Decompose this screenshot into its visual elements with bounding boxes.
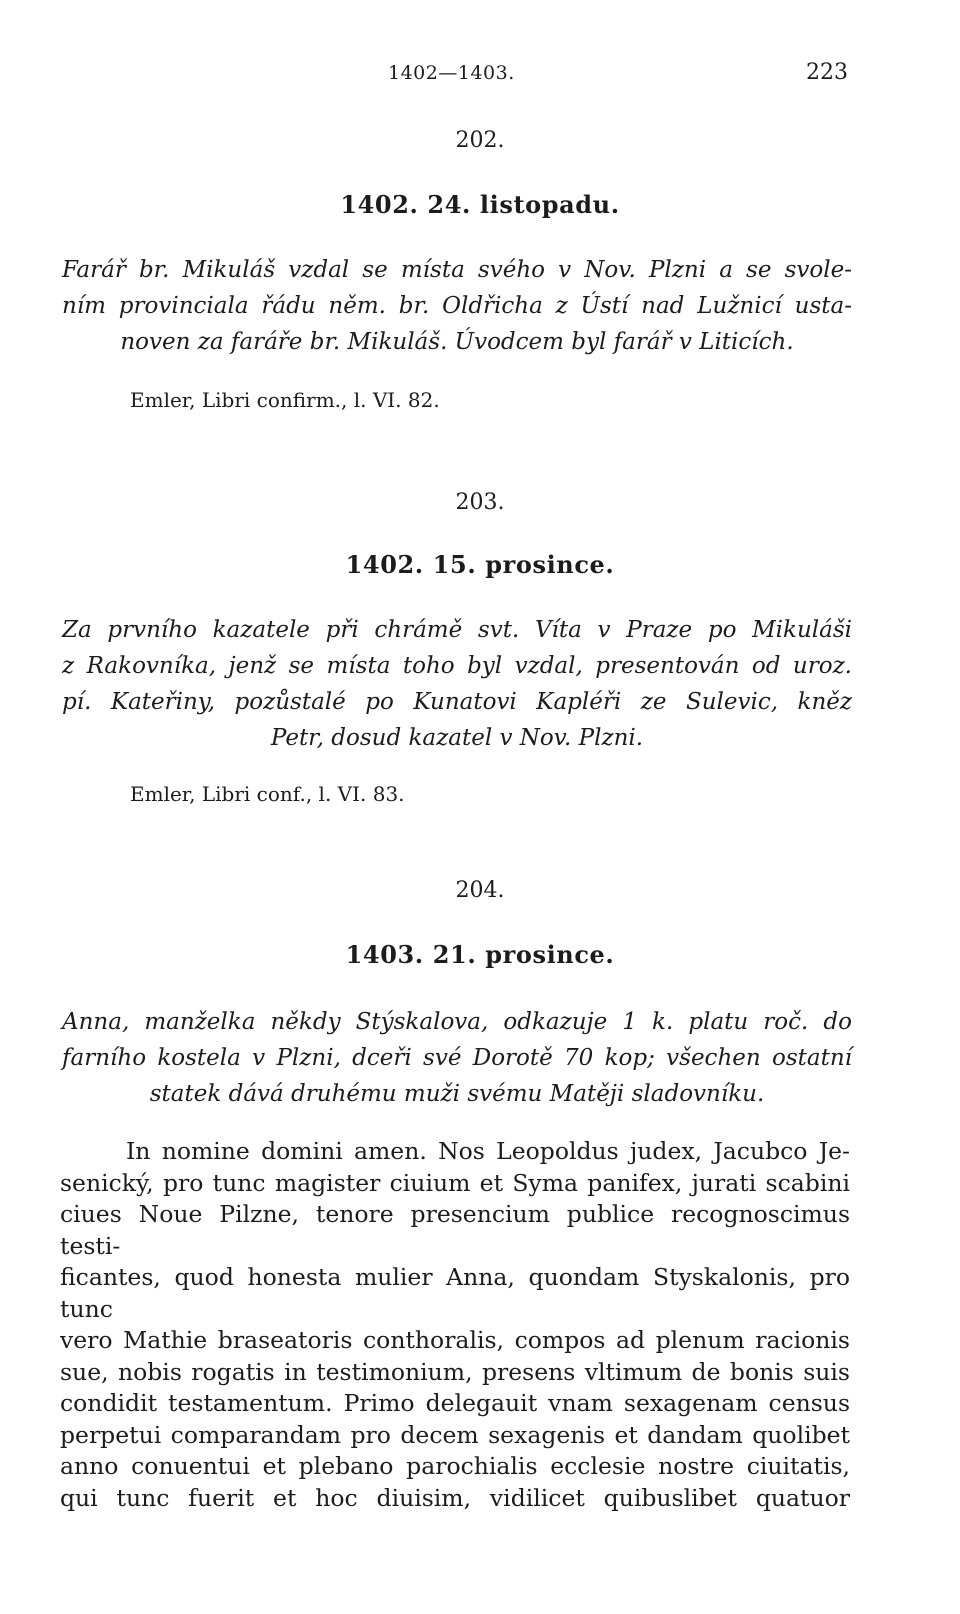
regest-line: farního kostela v Plzni, dceři své Dorotě 70 kop; všechen ostatní bbox=[62, 1045, 852, 1071]
entry-number: 203. bbox=[455, 490, 505, 515]
entry-regest bbox=[62, 612, 852, 756]
regest-line: z Rakovníka, jenž se místa toho byl vzdal, presentován od uroz. bbox=[62, 653, 852, 679]
text-line: qui tunc fuerit et hoc diuisim, vidilicet quibuslibet quatuor bbox=[60, 1483, 850, 1512]
regest-line: Anna, manželka někdy Stýskalova, odkazuje 1 k. platu roč. do bbox=[62, 1009, 852, 1035]
regest-line: Farář br. Mikuláš vzdal se místa svého v Nov. Plzni a se svole- bbox=[62, 257, 852, 283]
text-line: condidit testamentum. Primo delegauit vnam sexagenam census bbox=[60, 1389, 850, 1417]
running-header bbox=[0, 62, 960, 90]
entry-number: 204. bbox=[455, 878, 505, 903]
text-line: perpetui comparandam pro decem sexagenis et dandam quolibet bbox=[60, 1420, 850, 1449]
running-title: 1402—1403. bbox=[388, 62, 515, 84]
latin-text bbox=[60, 1136, 850, 1514]
text-line: anno conuentui et plebano parochialis ecclesie nostre ciuitatis, bbox=[60, 1452, 850, 1480]
text-line: senický, pro tunc magister ciuium et Syma panifex, jurati scabini bbox=[60, 1168, 850, 1197]
regest-line: Petr, dosud kazatel v Nov. Plzni. bbox=[270, 725, 644, 751]
entry-date: 1403. 21. prosince. bbox=[345, 940, 615, 969]
text-line: vero Mathie braseatoris conthoralis, compos ad plenum racionis bbox=[60, 1326, 850, 1354]
entry-regest bbox=[62, 252, 852, 360]
regest-line: ním provinciala řádu něm. br. Oldřicha z Ústí nad Lužnicí usta- bbox=[62, 293, 852, 319]
regest-line: noven za faráře br. Mikuláš. Úvodcem byl farář v Liticích. bbox=[120, 329, 794, 355]
regest-line: pí. Kateřiny, pozůstalé po Kunatovi Kapléři ze Sulevic, kněz bbox=[62, 689, 852, 715]
entry-number: 202. bbox=[455, 128, 505, 153]
entry-regest bbox=[62, 1004, 852, 1112]
text-line: In nomine domini amen. Nos Leopoldus judex, Jacubco Je- bbox=[126, 1137, 850, 1165]
regest-line: Za prvního kazatele při chrámě svt. Víta v Praze po Mikuláši bbox=[62, 617, 852, 643]
text-line: ciues Noue Pilzne, tenore presencium publice recognoscimus testi- bbox=[60, 1200, 850, 1260]
page-number: 223 bbox=[806, 60, 848, 85]
entry-date: 1402. 15. prosince. bbox=[345, 550, 615, 579]
text-line: sue, nobis rogatis in testimonium, presens vltimum de bonis suis bbox=[60, 1357, 850, 1386]
source-citation: Emler, Libri confirm., l. VI. 82. bbox=[130, 388, 440, 412]
source-citation: Emler, Libri conf., l. VI. 83. bbox=[130, 782, 405, 806]
regest-line: statek dává druhému muži svému Matěji sladovníku. bbox=[149, 1081, 765, 1107]
text-line: ficantes, quod honesta mulier Anna, quondam Styskalonis, pro tunc bbox=[60, 1263, 850, 1323]
entry-date: 1402. 24. listopadu. bbox=[340, 190, 620, 219]
